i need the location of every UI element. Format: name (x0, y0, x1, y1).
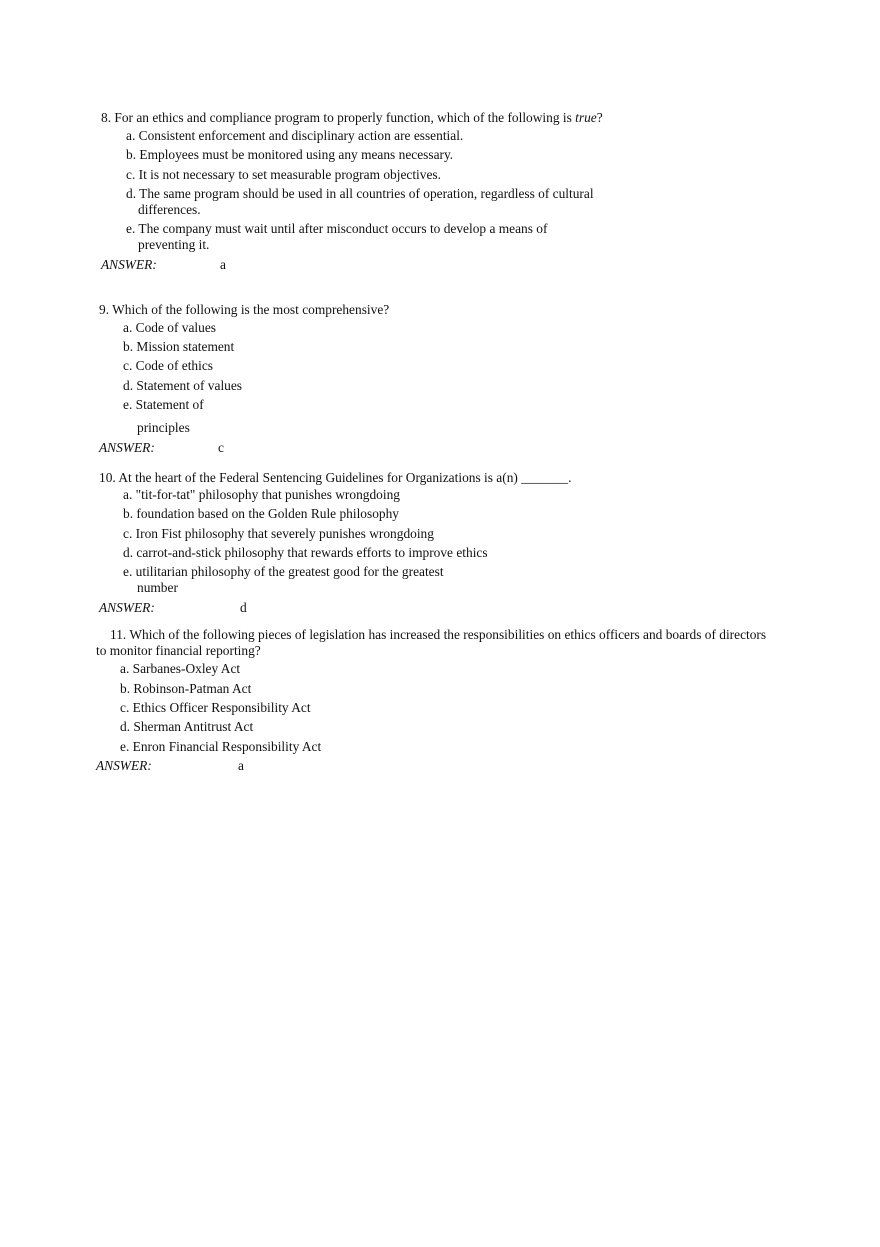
answer-label: ANSWER: (99, 600, 155, 615)
option-d: d. Sherman Antitrust Act (120, 719, 254, 734)
option-c: c. It is not necessary to set measurable program objectives. (126, 167, 441, 182)
question-stem: 10. At the heart of the Federal Sentencing Guidelines for Organizations is a(n) _______. (99, 470, 572, 485)
answer-label: ANSWER: (101, 257, 157, 272)
option-b: b. Mission statement (123, 339, 235, 354)
option-b: b. Robinson-Patman Act (120, 681, 252, 696)
answer-value: a (238, 758, 244, 773)
answer-label: ANSWER: (96, 758, 152, 773)
question-stem: 11. Which of the following pieces of legislation has increased the responsibilities on ethics officers and boards of directors (110, 627, 767, 642)
question-number: 8. (101, 110, 112, 125)
option-e: e. Statement of (123, 397, 204, 412)
answer-value: a (220, 257, 226, 272)
option-e: e. Enron Financial Responsibility Act (120, 739, 322, 754)
question-number: 10. (99, 470, 116, 485)
question-number: 11. (110, 627, 127, 642)
option-d: d. carrot-and-stick philosophy that rewards efforts to improve ethics (123, 545, 488, 560)
option-e-continued: preventing it. (138, 237, 210, 252)
answer-value: d (240, 600, 247, 615)
option-d: d. Statement of values (123, 378, 243, 393)
option-e-continued: principles (137, 420, 190, 435)
question-number: 9. (99, 302, 110, 317)
answer-value: c (218, 440, 224, 455)
answer-label: ANSWER: (99, 440, 155, 455)
question-stem: 8. For an ethics and compliance program to properly function, which of the following is true? (101, 110, 603, 125)
option-e-continued: number (137, 580, 178, 595)
option-c: c. Code of ethics (123, 358, 214, 373)
option-a: a. "tit-for-tat" philosophy that punishes wrongdoing (123, 487, 400, 502)
question-stem: 9. Which of the following is the most comprehensive? (99, 302, 390, 317)
option-a: a. Consistent enforcement and disciplinary action are essential. (126, 128, 464, 143)
option-e: e. The company must wait until after misconduct occurs to develop a means of (126, 221, 548, 236)
option-e: e. utilitarian philosophy of the greatest good for the greatest (123, 564, 444, 579)
option-d: d. The same program should be used in all countries of operation, regardless of cultural (126, 186, 594, 201)
option-a: a. Sarbanes-Oxley Act (120, 661, 241, 676)
option-d-continued: differences. (138, 202, 201, 217)
option-c: c. Ethics Officer Responsibility Act (120, 700, 311, 715)
option-b: b. foundation based on the Golden Rule philosophy (123, 506, 399, 521)
option-b: b. Employees must be monitored using any means necessary. (126, 147, 454, 162)
question-stem-continued: to monitor financial reporting? (96, 643, 261, 658)
option-c: c. Iron Fist philosophy that severely punishes wrongdoing (123, 526, 434, 541)
option-a: a. Code of values (123, 320, 216, 335)
